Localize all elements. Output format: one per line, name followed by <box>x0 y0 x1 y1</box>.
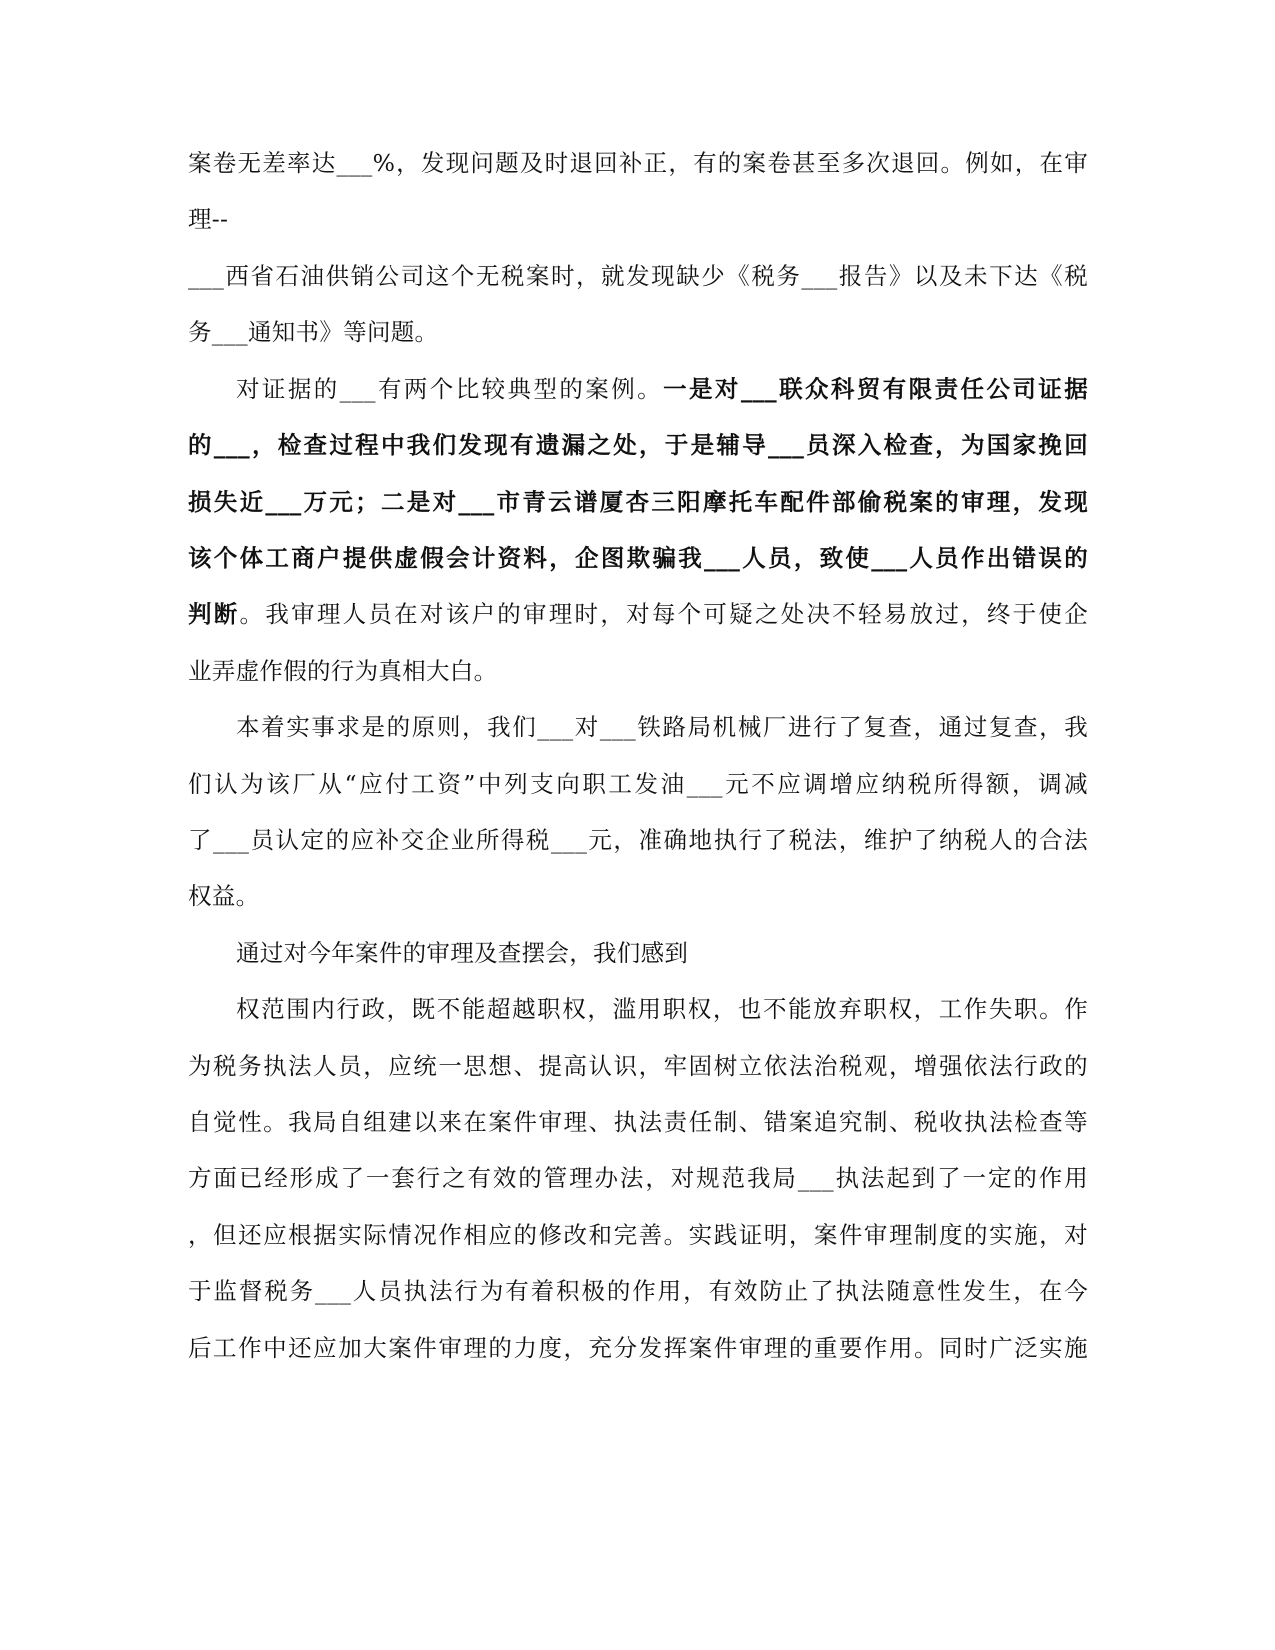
text-line <box>188 261 1088 291</box>
text-line <box>188 430 1088 460</box>
bold-text-segment: 一是对___联众科贸有限责任公司证据 <box>663 375 1088 403</box>
text-segment: 们认为该厂从“应付工资”中列支向职工发油___元不应调增应纳税所得额，调减 <box>188 770 1088 798</box>
text-line <box>236 374 1088 404</box>
text-line <box>188 204 1088 234</box>
text-line <box>236 712 1088 742</box>
text-line <box>236 994 1088 1024</box>
text-segment: 案卷无差率达___%，发现问题及时退回补正，有的案卷甚至多次退回。例如，在审 <box>188 149 1088 177</box>
text-segment: 后工作中还应加大案件审理的力度，充分发挥案件审理的重要作用。同时广泛实施 <box>188 1334 1088 1362</box>
text-line <box>188 1220 1088 1250</box>
text-segment: 自觉性。我局自组建以来在案件审理、执法责任制、错案追究制、税收执法检查等 <box>188 1108 1088 1136</box>
text-segment: 业弄虚作假的行为真相大白。 <box>188 657 498 685</box>
bold-text-segment: 该个体工商户提供虚假会计资料，企图欺骗我___人员，致使___人员作出错误的 <box>188 544 1088 572</box>
text-line <box>188 1163 1088 1193</box>
text-line <box>188 1051 1088 1081</box>
text-line <box>188 543 1088 573</box>
text-line <box>188 1276 1088 1306</box>
text-segment: 权益。 <box>188 882 260 910</box>
text-line <box>188 487 1088 517</box>
text-segment: 理-- <box>188 205 229 233</box>
text-segment: 本着实事求是的原则，我们___对___铁路局机械厂进行了复查，通过复查，我 <box>236 713 1088 741</box>
bold-text-segment: 判断 <box>188 600 240 628</box>
text-segment: 了___员认定的应补交企业所得税___元，准确地执行了税法，维护了纳税人的合法 <box>188 826 1088 854</box>
text-line <box>188 1333 1088 1363</box>
text-line <box>188 599 1088 629</box>
text-segment: ___西省石油供销公司这个无税案时，就发现缺少《税务___报告》以及未下达《税 <box>188 262 1088 290</box>
text-segment: 对证据的___有两个比较典型的案例。 <box>236 375 664 403</box>
text-segment: 权范围内行政，既不能超越职权，滥用职权，也不能放弃职权，工作失职。作 <box>236 995 1088 1023</box>
text-segment: 。我审理人员在对该户的审理时，对每个可疑之处决不轻易放过，终于使企 <box>239 600 1088 628</box>
text-segment: 于监督税务___人员执法行为有着积极的作用，有效防止了执法随意性发生，在今 <box>188 1277 1088 1305</box>
text-line <box>188 769 1088 799</box>
bold-text-segment: 损失近___万元；二是对___市青云谱厦杏三阳摩托车配件部偷税案的审理，发现 <box>188 488 1088 516</box>
text-line <box>188 825 1088 855</box>
text-line <box>188 148 1088 178</box>
text-line <box>188 881 1088 911</box>
text-segment: 通过对今年案件的审理及查摆会，我们感到 <box>236 939 689 967</box>
text-segment: 为税务执法人员，应统一思想、提高认识，牢固树立依法治税观，增强依法行政的 <box>188 1052 1088 1080</box>
text-line <box>188 1107 1088 1137</box>
text-segment: 方面已经形成了一套行之有效的管理办法，对规范我局___执法起到了一定的作用 <box>188 1164 1088 1192</box>
text-segment: 务___通知书》等问题。 <box>188 318 439 346</box>
text-segment: ，但还应根据实际情况作相应的修改和完善。实践证明，案件审理制度的实施，对 <box>188 1221 1088 1249</box>
bold-text-segment: 的___，检查过程中我们发现有遗漏之处，于是辅导___员深入检查，为国家挽回 <box>188 431 1088 459</box>
text-line <box>188 317 1088 347</box>
text-line <box>236 938 1088 968</box>
text-line <box>188 656 1088 686</box>
